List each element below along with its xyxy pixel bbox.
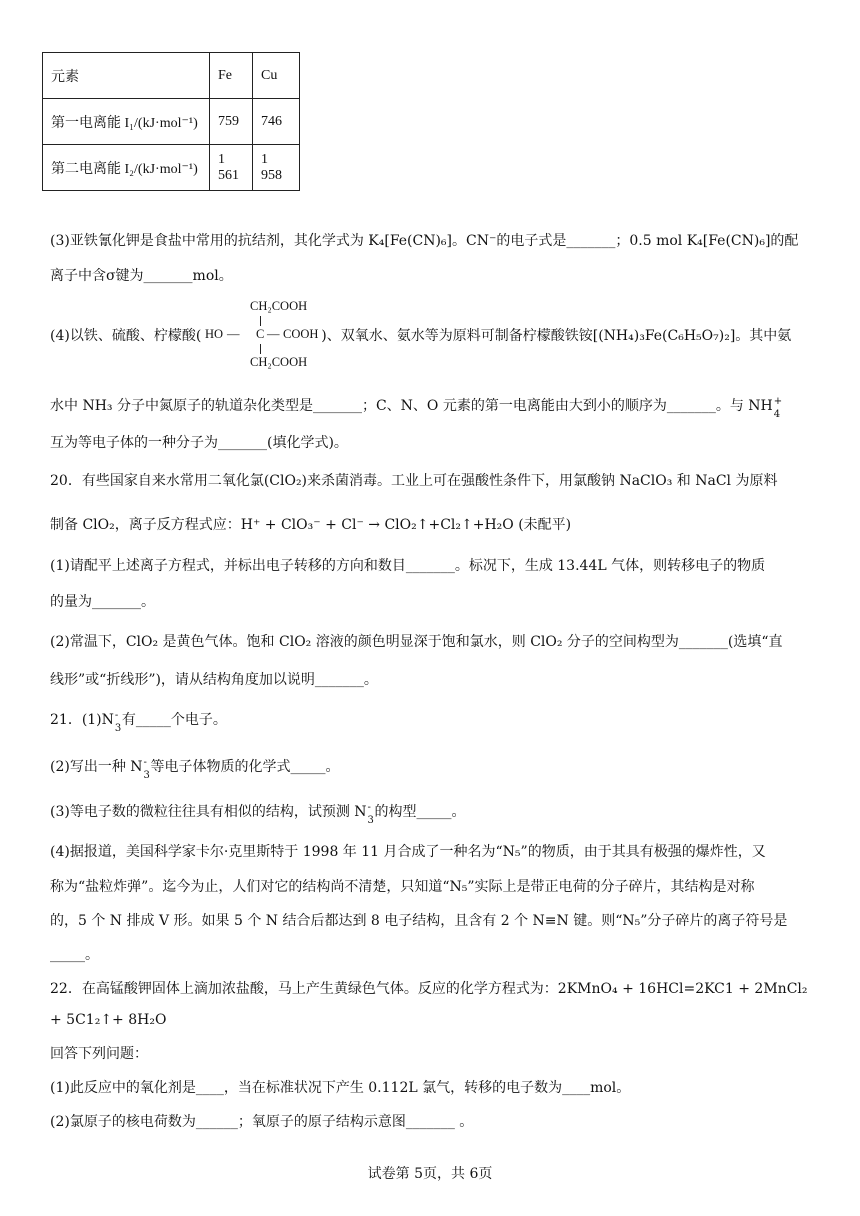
struct-bottom: CH₂COOH [250,355,308,369]
q21-line-6: 的，5 个 N 排成 V 形。如果 5 个 N 结合后都达到 8 电子结构，且含有 2 个 N≡N 键。则“N₅”分子碎片的离子符号是 [50,913,788,929]
q21-line-1-post: 有_____个电子。 [121,712,227,728]
struct-top: CH₂COOH [250,299,308,313]
q21-line-2 [50,757,820,781]
struct-bond-left: — [227,327,240,341]
q20-line-1: 20．有些国家自来水常用二氧化氯(ClO₂)来杀菌消毒。工业上可在强酸性条件下，用氯酸钠 NaClO₃ 和 NaCl 为原料 [50,473,778,489]
table-cell: 第一电离能 I₁/(kJ·mol⁻¹) [43,99,210,145]
table-row [43,145,300,191]
q22-line-4: (1)此反应中的氧化剂是____，当在标准状况下产生 0.112L 氯气，转移的电子数为____mol。 [50,1080,631,1096]
table-cell: 1 561 [210,145,253,191]
ion-charge: + 4 [773,396,783,420]
q22-line-1: 22．在高锰酸钾固体上滴加浓盐酸，马上产生黄绿色气体。反应的化学方程式为：2KMnO₄ + 16HCl=2KC1 + 2MnCl₂ [50,981,808,997]
table-cell: Fe [210,53,253,99]
table-cell: 746 [253,99,300,145]
ion-charge: - 3 [143,757,150,781]
q20-line-3: (1)请配平上述离子方程式，并标出电子转移的方向和数目_______。标况下，生成 13.44L 气体，则转移电子的物质 [50,558,766,574]
table-cell: 元素 [43,53,210,99]
q21-line-7: _____。 [50,947,99,963]
table-header-row [43,53,300,99]
q21-line-1-pre: 21．(1)N [50,712,114,728]
ion-charge: - 3 [114,710,122,734]
table-cell: 1 958 [253,145,300,191]
struct-left: HO [205,327,224,341]
struct-bond-bottom [260,344,261,354]
citric-acid-structure [205,296,325,376]
q21-line-2-pre: (2)写出一种 N [50,759,143,775]
q21-line-3 [50,802,820,826]
q4-line-2 [50,396,820,420]
struct-bond-top [260,316,261,326]
page-footer: 试卷第 5页，共 6页 [367,1166,493,1182]
struct-bond-right: — [267,327,280,341]
table-row [43,99,300,145]
struct-center: C [256,327,265,341]
q20-line-2: 制备 ClO₂，离子反方程式应：H⁺ + ClO₃⁻ + Cl⁻ → ClO₂↑+Cl₂↑+H₂O (未配平) [50,517,572,533]
q4-line-3: 互为等电子体的一种分子为_______(填化学式)。 [50,435,348,451]
q21-line-5: 称为“盐粒炸弹”。迄今为止，人们对它的结构尚不清楚，只知道“N₅”实际上是带正电荷的分子碎片，其结构是对称 [50,879,755,895]
q20-line-5: (2)常温下，ClO₂ 是黄色气体。饱和 ClO₂ 溶液的颜色明显深于饱和氯水，则 ClO₂ 分子的空间构型为_______(选填“直 [50,634,783,650]
q22-line-5: (2)氯原子的核电荷数为______；氧原子的原子结构示意图_______ 。 [50,1114,474,1130]
q21-line-2-post: 等电子体物质的化学式_____。 [150,759,340,775]
q22-line-3: 回答下列问题： [50,1046,148,1062]
q21-line-3-pre: (3)等电子数的微粒往往具有相似的结构，试预测 N [50,804,367,820]
q21-line-1 [50,710,820,734]
ion-charge: - 3 [367,802,374,826]
q22-line-2: + 5C1₂↑+ 8H₂O [50,1012,167,1028]
table-cell: Cu [253,53,300,99]
q4-line-2-pre: 水中 NH₃ 分子中氮原子的轨道杂化类型是_______；C、N、O 元素的第一电离能由大到小的顺序为_______。与 NH [50,398,773,414]
q4-line-1-post: )、双氧水、氨水等为原料可制备柠檬酸铁铵[(NH₄)₃Fe(C₆H₅O₇)₂]。其中氨 [321,328,792,344]
q21-line-3-post: 的构型_____。 [374,804,466,820]
q21-line-4: (4)据报道，美国科学家卡尔·克里斯特于 1998 年 11 月合成了一种名为“N₅”的物质，由于其具有极强的爆炸性，又 [50,844,766,860]
q4-line-1-pre: (4)以铁、硫酸、柠檬酸( [50,328,202,344]
q3-line-2: 离子中含σ键为_______mol。 [50,268,233,284]
struct-right: COOH [283,327,319,341]
q20-line-6: 线形”或“折线形”)，请从结构角度加以说明_______。 [50,672,378,688]
ionization-energy-table [42,52,300,191]
q20-line-4: 的量为_______。 [50,594,155,610]
table-cell: 759 [210,99,253,145]
q3-line-1: (3)亚铁氰化钾是食盐中常用的抗结剂，其化学式为 K₄[Fe(CN)₆]。CN⁻的电子式是_______；0.5 mol K₄[Fe(CN)₆]的配 [50,233,799,249]
table-cell: 第二电离能 I₂/(kJ·mol⁻¹) [43,145,210,191]
q4-line-1 [50,326,820,346]
